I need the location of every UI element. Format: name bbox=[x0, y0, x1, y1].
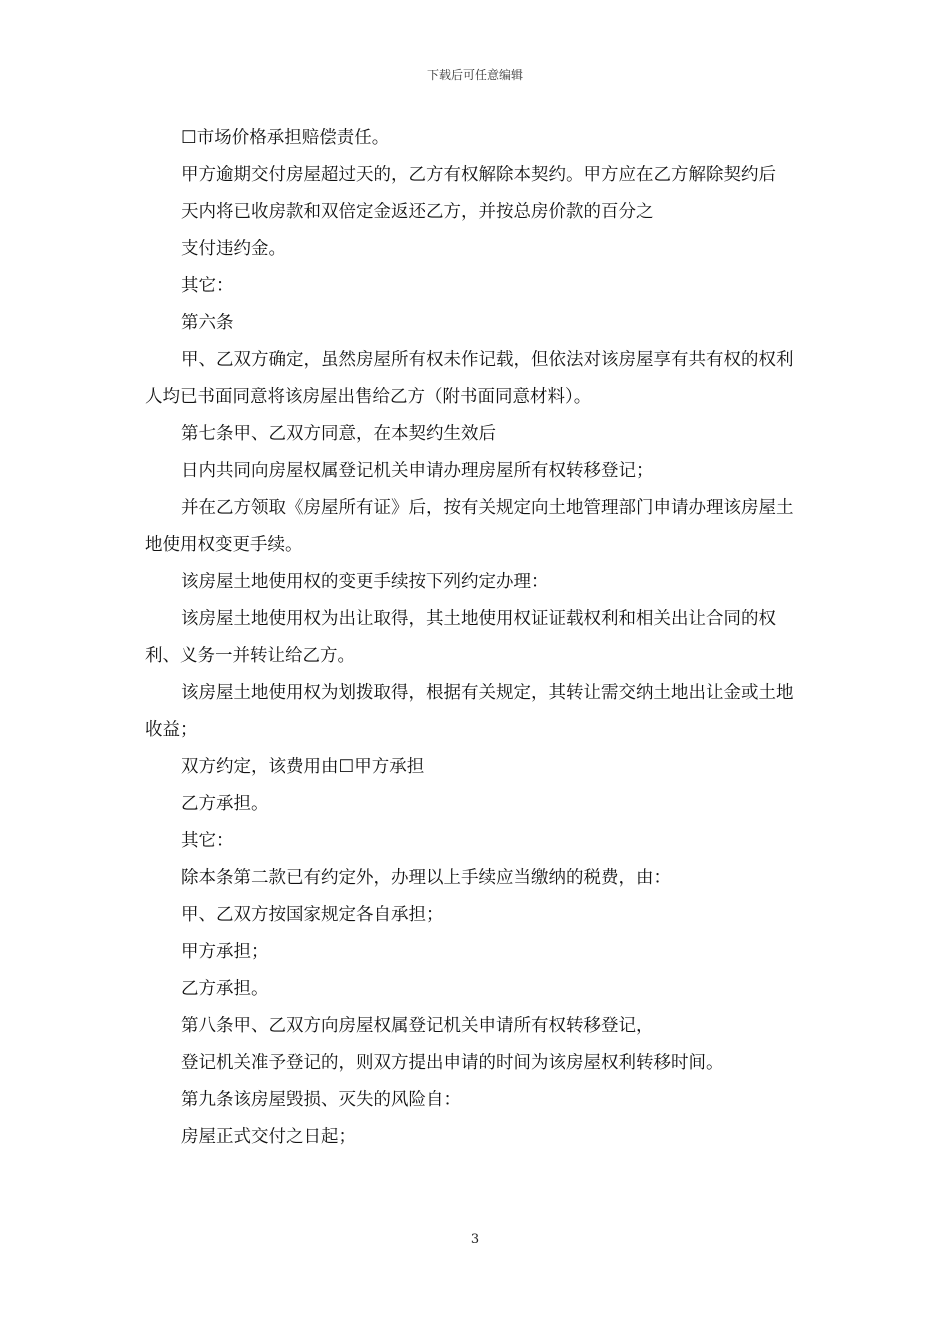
paragraph: ☐市场价格承担赔偿责任。 bbox=[181, 128, 390, 148]
paragraph: 第八条甲、乙双方向房屋权属登记机关申请所有权转移登记， bbox=[181, 1016, 654, 1036]
paragraph: 该房屋土地使用权为出让取得，其土地使用权证证载权利和相关出让合同的权利、义务一并转让给乙方。 bbox=[145, 609, 776, 666]
paragraph: 第六条 bbox=[181, 313, 234, 333]
document-body bbox=[145, 120, 810, 1156]
page-header: 下载后可任意编辑 bbox=[426, 68, 523, 82]
paragraph: 第九条该房屋毁损、灭失的风险自： bbox=[181, 1090, 461, 1110]
paragraph: 登记机关准予登记的，则双方提出申请的时间为该房屋权利转移时间。 bbox=[181, 1053, 724, 1073]
page-number: 3 bbox=[470, 1232, 480, 1247]
paragraph: 乙方承担。 bbox=[181, 794, 269, 814]
paragraph: 甲方逾期交付房屋超过天的，乙方有权解除本契约。甲方应在乙方解除契约后 bbox=[181, 165, 776, 185]
paragraph: 乙方承担。 bbox=[181, 979, 269, 999]
paragraph: 双方约定，该费用由☐甲方承担 bbox=[181, 757, 425, 777]
paragraph: 日内共同向房屋权属登记机关申请办理房屋所有权转移登记； bbox=[181, 461, 654, 481]
paragraph: 并在乙方领取《房屋所有证》后，按有关规定向土地管理部门申请办理该房屋土地使用权变更手续。 bbox=[145, 498, 794, 555]
paragraph: 该房屋土地使用权为划拨取得，根据有关规定，其转让需交纳土地出让金或土地收益； bbox=[145, 683, 794, 740]
paragraph: 该房屋土地使用权的变更手续按下列约定办理： bbox=[181, 572, 549, 592]
paragraph: 第七条甲、乙双方同意，在本契约生效后 bbox=[181, 424, 496, 444]
paragraph: 其它： bbox=[181, 831, 234, 851]
paragraph: 其它： bbox=[181, 276, 234, 296]
paragraph: 除本条第二款已有约定外，办理以上手续应当缴纳的税费，由： bbox=[181, 868, 671, 888]
paragraph: 甲、乙双方确定，虽然房屋所有权未作记载，但依法对该房屋享有共有权的权利人均已书面同意将该房屋出售给乙方（附书面同意材料）。 bbox=[145, 350, 794, 407]
paragraph: 支付违约金。 bbox=[181, 239, 286, 259]
paragraph: 甲、乙双方按国家规定各自承担； bbox=[181, 905, 444, 925]
paragraph: 甲方承担； bbox=[181, 942, 269, 962]
paragraph: 房屋正式交付之日起； bbox=[181, 1127, 356, 1147]
paragraph: 天内将已收房款和双倍定金返还乙方，并按总房价款的百分之 bbox=[181, 202, 654, 222]
